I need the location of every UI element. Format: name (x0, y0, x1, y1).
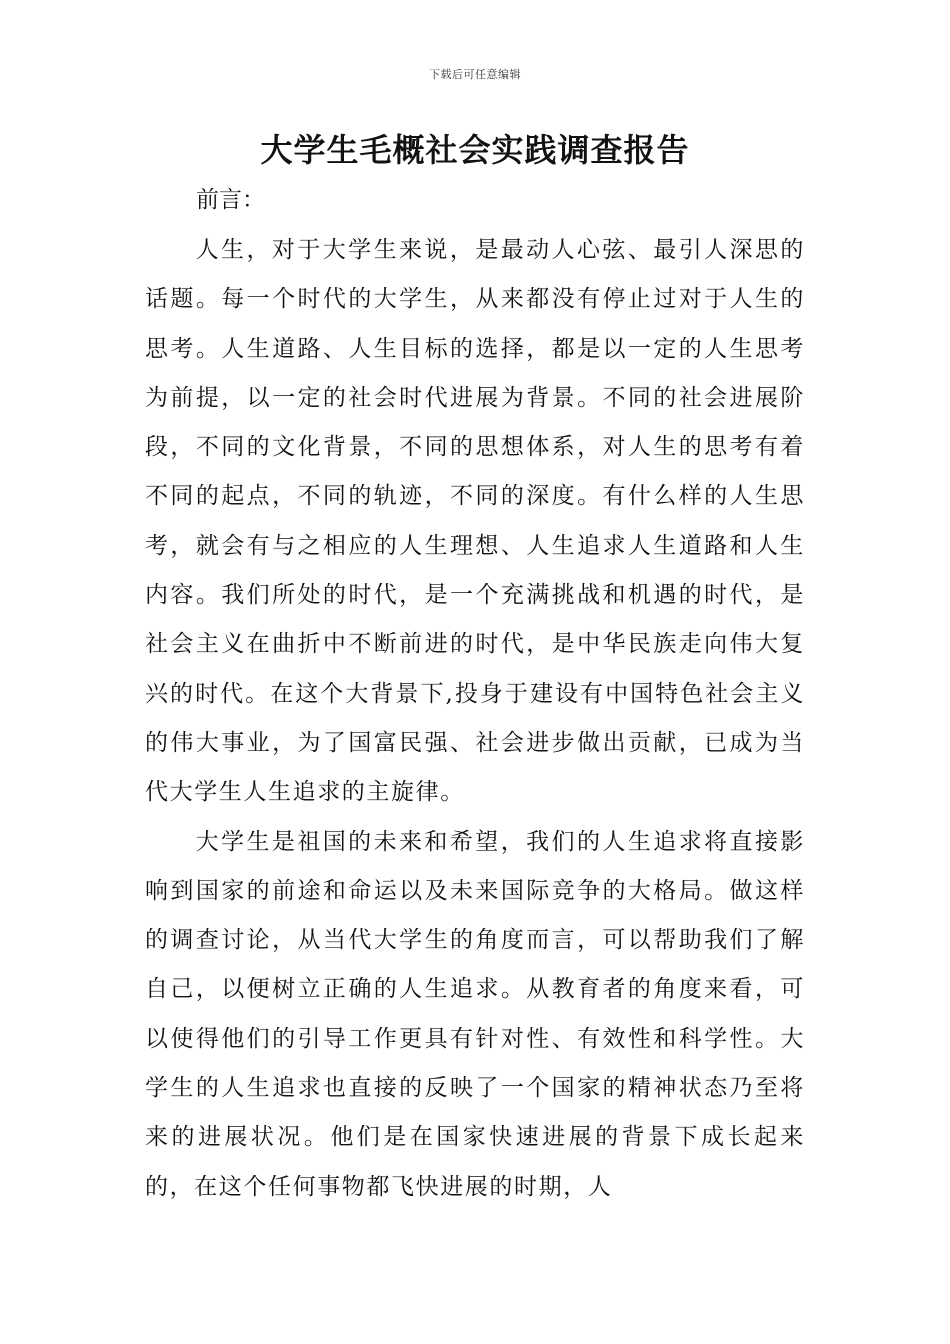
body-text (145, 226, 805, 1212)
preface-label: 前言： (196, 187, 265, 213)
paragraph-2: 大学生是祖国的未来和希望，我们的人生追求将直接影响到国家的前途和命运以及未来国际竞争的大格局。做这样的调查讨论，从当代大学生的角度而言，可以帮助我们了解自己，以便树立正确的人生追求。从教育者的角度来看，可以使得他们的引导工作更具有针对性、有效性和科学性。大学生的人生追求也直接的反映了一个国家的精神状态乃至将来的进展状况。他们是在国家快速进展的背景下成长起来的，在这个任何事物都飞快进展的时期，人 (145, 828, 805, 1200)
header-note: 下载后可任意编辑 (429, 68, 521, 81)
paragraph-1: 人生，对于大学生来说，是最动人心弦、最引人深思的话题。每一个时代的大学生，从来都没有停止过对于人生的思考。人生道路、人生目标的选择，都是以一定的人生思考为前提，以一定的社会时代进展为背景。不同的社会进展阶段，不同的文化背景，不同的思想体系，对人生的思考有着不同的起点，不同的轨迹，不同的深度。有什么样的人生思考，就会有与之相应的人生理想、人生追求人生道路和人生内容。我们所处的时代，是一个充满挑战和机遇的时代，是社会主义在曲折中不断前进的时代，是中华民族走向伟大复兴的时代。在这个大背景下,投身于建设有中国特色社会主义的伟大事业，为了国富民强、社会进步做出贡献，已成为当代大学生人生追求的主旋律。 (145, 237, 805, 806)
document-title: 大学生毛概社会实践调查报告 (260, 131, 690, 169)
